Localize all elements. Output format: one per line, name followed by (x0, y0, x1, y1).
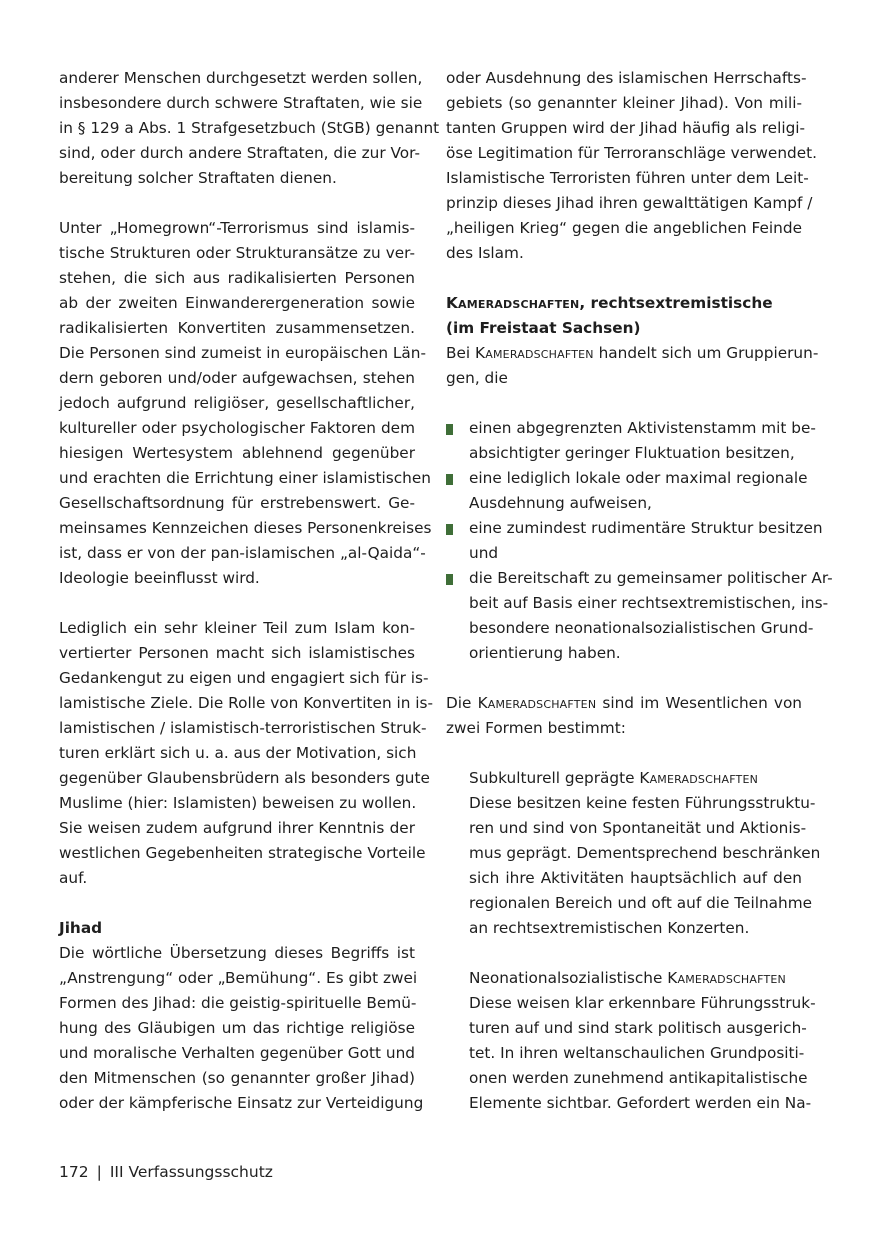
text-line: Ideologie beeinflusst wird. (59, 569, 260, 587)
text-line: ist, dass er von der pan-islamischen „al-Qaida“- (59, 544, 426, 562)
bullet-square-icon (446, 474, 453, 485)
subculture-heading: Subkulturell geprägte Kameradschaften (469, 769, 759, 787)
list-item-line: absichtigter geringer Fluktuation besitzen, (469, 444, 795, 462)
text-line: Formen des Jihad: die geistig-spirituelle Bemü- (59, 994, 417, 1012)
list-item-line: einen abgegrenzten Aktivistenstamm mit be- (469, 419, 816, 437)
text-line: onen werden zunehmend antikapitalistische (469, 1069, 808, 1087)
text-line: kultureller oder psychologischer Faktoren dem (59, 419, 415, 437)
text-line: vertierter Personen macht sich islamistisches (59, 644, 415, 662)
text-line: radikalisierten Konvertiten zusammensetzen. (59, 319, 415, 337)
text-line: hung des Gläubigen um das richtige religiöse (59, 1019, 415, 1037)
text-line: ab der zweiten Einwanderergeneration sowie (59, 294, 415, 312)
list-item-line: orientierung haben. (469, 644, 621, 662)
text-line: sind, oder durch andere Straftaten, die zur Vor- (59, 144, 420, 162)
text-line: prinzip dieses Jihad ihren gewalttätigen Kampf / (446, 194, 813, 212)
text-line: Die Personen sind zumeist in europäischen Län- (59, 344, 426, 362)
subculture-description (469, 791, 821, 941)
neonazi-heading: Neonationalsozialistische Kameradschaften (469, 969, 786, 987)
text-line: Muslime (hier: Islamisten) beweisen zu wollen. (59, 794, 417, 812)
bullet-square-icon (446, 524, 453, 535)
text-line: oder der kämpferische Einsatz zur Verteidigung (59, 1094, 424, 1112)
heading-kameradschaften: Kameradschaften, rechtsextremistische (446, 294, 773, 312)
neonazi-description (469, 991, 816, 1116)
list-item-line: besondere neonationalsozialistischen Grund- (469, 619, 814, 637)
kameradschaften-intro-line: Bei Kameradschaften handelt sich um Gruppierun- (446, 344, 819, 362)
text-line: dern geboren und/oder aufgewachsen, stehen (59, 369, 415, 387)
text-line: und erachten die Errichtung einer islamistischen (59, 469, 431, 487)
heading-jihad: Jihad (59, 919, 103, 937)
text-line: Islamistische Terroristen führen unter dem Leit- (446, 169, 809, 187)
text-line: jedoch aufgrund religiöser, gesellschaftlicher, (59, 394, 415, 412)
paragraph-converts (59, 616, 434, 891)
text-line: gegenüber Glaubensbrüdern als besonders gute (59, 769, 430, 787)
page-footer (59, 1160, 273, 1185)
text-line: insbesondere durch schwere Straftaten, wie sie (59, 94, 423, 112)
text-line: lamistischen / islamistisch-terroristischen Struk- (59, 719, 427, 737)
paragraph-jihad (59, 941, 424, 1116)
text-line: regionalen Bereich und oft auf die Teilnahme (469, 894, 813, 912)
text-line: an rechtsextremistischen Konzerten. (469, 919, 750, 937)
list-item-line: eine zumindest rudimentäre Struktur besitzen (469, 519, 823, 537)
text-line: oder Ausdehnung des islamischen Herrschafts- (446, 69, 807, 87)
text-line: in § 129 a Abs. 1 Strafgesetzbuch (StGB) genannt (59, 119, 440, 137)
text-line: Die wörtliche Übersetzung dieses Begriffs ist (59, 944, 415, 962)
heading-kameradschaften-subtitle: (im Freistaat Sachsen) (446, 319, 641, 337)
text-line: tet. In ihren weltanschaulichen Grundpositi- (469, 1044, 805, 1062)
text-line: tanten Gruppen wird der Jihad häufig als religi- (446, 119, 806, 137)
text-line: Lediglich ein sehr kleiner Teil zum Islam kon- (59, 619, 415, 637)
text-line: ren und sind von Spontaneität und Aktionis- (469, 819, 807, 837)
text-line: „heiligen Krieg“ gegen die angeblichen Feinde (446, 219, 802, 237)
text-line: mus geprägt. Dementsprechend beschränken (469, 844, 821, 862)
text-line: Diese besitzen keine festen Führungsstruktu- (469, 794, 816, 812)
text-line: turen auf und sind stark politisch ausgerich- (469, 1019, 807, 1037)
list-item-line: die Bereitschaft zu gemeinsamer politischer Ar- (469, 569, 833, 587)
forms-intro-line: zwei Formen bestimmt: (446, 719, 626, 737)
forms-intro-line: Die Kameradschaften sind im Wesentlichen von (446, 694, 802, 712)
text-line: Gedankengut zu eigen und engagiert sich für is- (59, 669, 429, 687)
bullet-square-icon (446, 574, 453, 585)
text-line: auf. (59, 869, 88, 887)
kameradschaften-intro-line: gen, die (446, 369, 508, 387)
text-line: hiesigen Wertesystem ablehnend gegenüber (59, 444, 415, 462)
text-line: und moralische Verhalten gegenüber Gott und (59, 1044, 415, 1062)
text-line: „Anstrengung“ oder „Bemühung“. Es gibt zwei (59, 969, 418, 987)
text-line: Unter „Homegrown“-Terrorismus sind islamis- (59, 219, 415, 237)
paragraph-jihad-continued (446, 66, 818, 266)
left-column (59, 66, 440, 1116)
text-line: lamistische Ziele. Die Rolle von Konvertiten in is- (59, 694, 434, 712)
list-item-line: und (469, 544, 499, 562)
list-item-line: beit auf Basis einer rechtsextremistischen, ins- (469, 594, 829, 612)
text-line: Gesellschaftsordnung für erstrebenswert. Ge- (59, 494, 415, 512)
subculture-section (446, 766, 821, 1116)
text-line: den Mitmenschen (so genannter großer Jihad) (59, 1069, 415, 1087)
page-number: 172 (59, 1163, 89, 1181)
text-line: stehen, die sich aus radikalisierten Personen (59, 269, 415, 287)
bullet-square-icon (446, 424, 453, 435)
text-line: sich ihre Aktivitäten hauptsächlich auf den (469, 869, 802, 887)
text-line: anderer Menschen durchgesetzt werden sollen, (59, 69, 423, 87)
text-line: turen erklärt sich u. a. aus der Motivation, sich (59, 744, 417, 762)
paragraph-extremism-definition (59, 66, 440, 191)
text-line: Elemente sichtbar. Gefordert werden ein Na- (469, 1094, 812, 1112)
right-column (446, 66, 833, 1116)
list-item-line: eine lediglich lokale oder maximal regionale (469, 469, 808, 487)
paragraph-homegrown-terrorism (59, 216, 432, 591)
list-item-line: Ausdehnung aufweisen, (469, 494, 652, 512)
footer-separator: | (96, 1163, 102, 1181)
text-line: öse Legitimation für Terroranschläge verwendet. (446, 144, 818, 162)
text-line: meinsames Kennzeichen dieses Personenkreises (59, 519, 432, 537)
list-item (446, 416, 816, 466)
list-item (446, 516, 823, 566)
text-line: gebiets (so genannter kleiner Jihad). Von mili- (446, 94, 802, 112)
text-line: des Islam. (446, 244, 524, 262)
criteria-list (446, 416, 833, 666)
text-line: Sie weisen zudem aufgrund ihrer Kenntnis der (59, 819, 415, 837)
text-line: bereitung solcher Straftaten dienen. (59, 169, 337, 187)
text-line: tische Strukturen oder Strukturansätze zu ver- (59, 244, 415, 262)
list-item (446, 466, 808, 516)
text-line: Diese weisen klar erkennbare Führungsstruk- (469, 994, 816, 1012)
list-item (446, 566, 833, 666)
section-title: III Verfassungsschutz (109, 1163, 273, 1181)
text-line: westlichen Gegebenheiten strategische Vorteile (59, 844, 426, 862)
